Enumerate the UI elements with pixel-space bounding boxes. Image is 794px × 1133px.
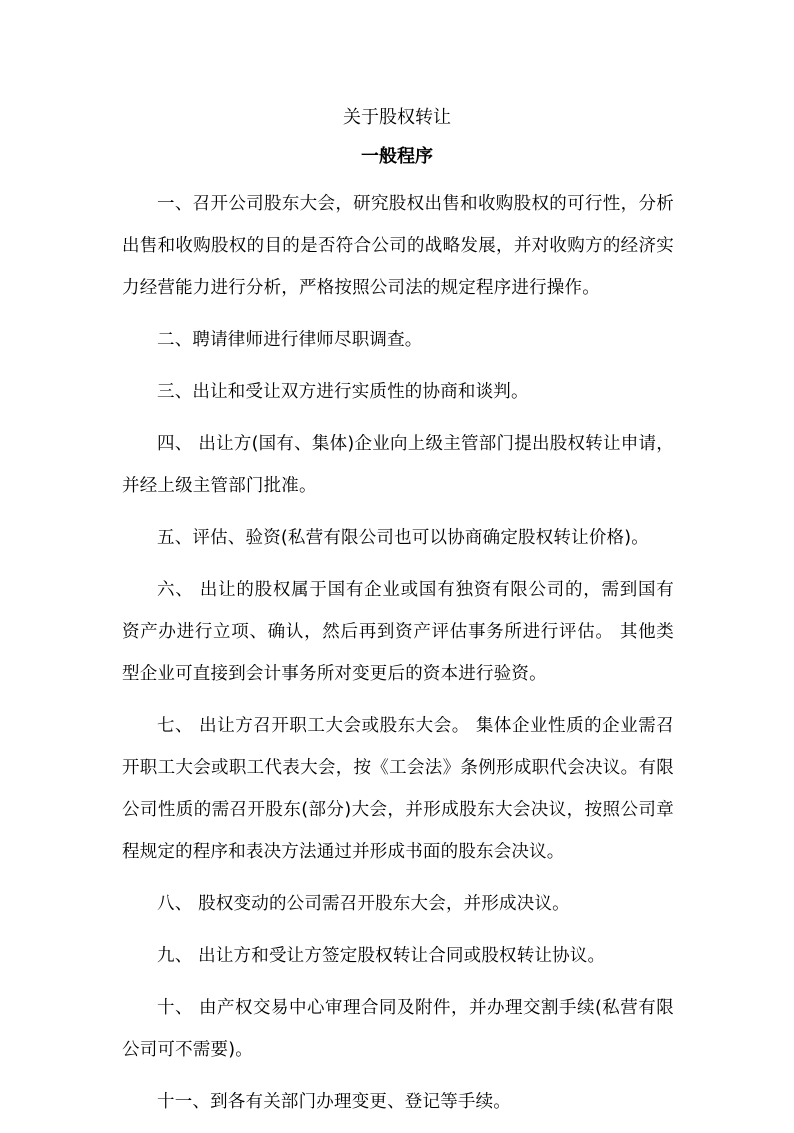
paragraph-7: 七、 出让方召开职工大会或股东大会。 集体企业性质的企业需召开职工大会或职工代表大会，按《工会法》条例形成职代会决议。有限公司性质的需召开股东(部分)大会，并形成股东大会决议，按照公司章程规定的程序和表决方法通过并形成书面的股东会决议。 bbox=[122, 716, 674, 862]
paragraph-6: 六、 出让的股权属于国有企业或国有独资有限公司的，需到国有资产办进行立项、确认，然后再到资产评估事务所进行评估。 其他类型企业可直接到会计事务所对变更后的资本进行验资。 bbox=[122, 580, 674, 684]
paragraph-4: 四、 出让方(国有、集体)企业向上级主管部门提出股权转让申请，并经上级主管部门批准。 bbox=[122, 434, 674, 496]
paragraph-11: 十一、到各有关部门办理变更、登记等手续。 bbox=[157, 1092, 511, 1112]
paragraph-10: 十、 由产权交易中心审理合同及附件，并办理交割手续(私营有限公司可不需要)。 bbox=[122, 998, 674, 1060]
paragraph-8: 八、 股权变动的公司需召开股东大会，并形成决议。 bbox=[157, 894, 570, 914]
document-subtitle: 一般程序 bbox=[361, 146, 433, 167]
document-title: 关于股权转让 bbox=[343, 107, 451, 128]
paragraph-1: 一、召开公司股东大会，研究股权出售和收购股权的可行性，分析出售和收购股权的目的是否符合公司的战略发展，并对收购方的经济实力经营能力进行分析，严格按照公司法的规定程序进行操作。 bbox=[122, 194, 674, 298]
paragraph-5: 五、评估、验资(私营有限公司也可以协商确定股权转让价格)。 bbox=[157, 528, 649, 548]
document-body bbox=[122, 183, 674, 1133]
paragraph-2: 二、聘请律师进行律师尽职调查。 bbox=[157, 330, 423, 350]
paragraph-9: 九、 出让方和受让方签定股权转让合同或股权转让协议。 bbox=[157, 946, 606, 966]
paragraph-3: 三、出让和受让双方进行实质性的协商和谈判。 bbox=[157, 382, 529, 402]
